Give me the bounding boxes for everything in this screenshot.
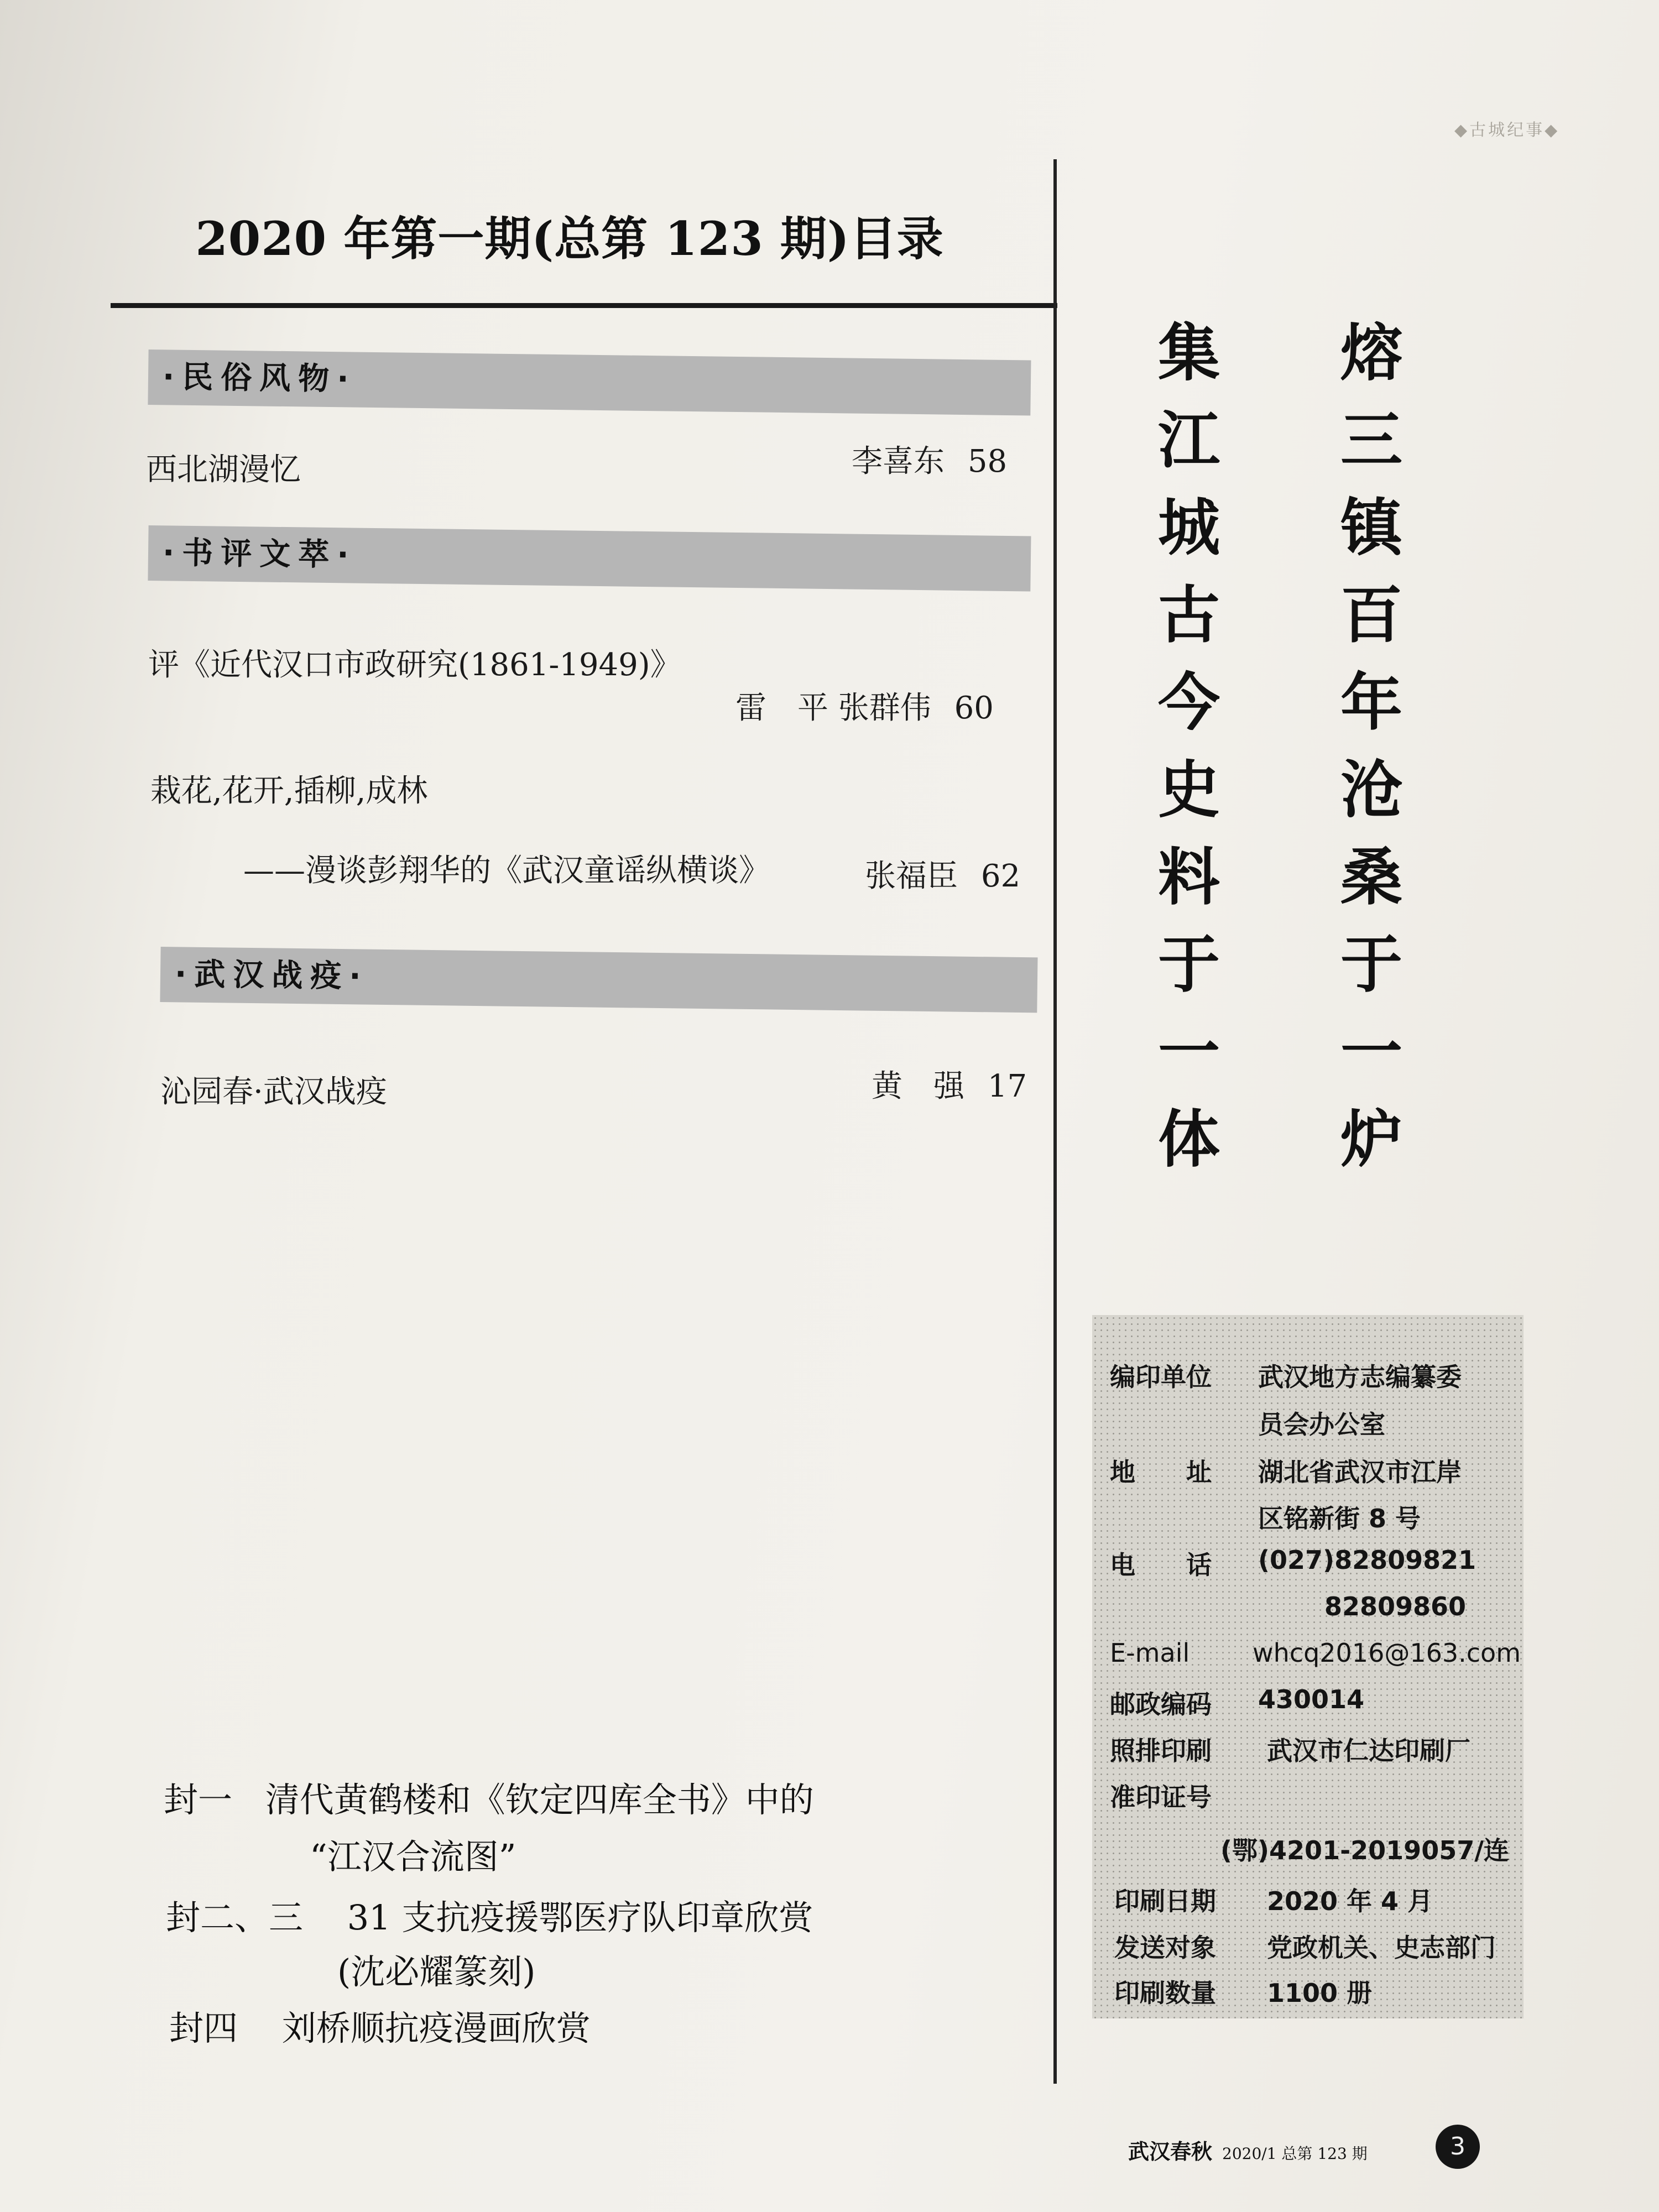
cover-text: 刘桥顺抗疫漫画欣赏 bbox=[281, 2008, 591, 2048]
corner-mark: ◆古城纪事◆ bbox=[1454, 121, 1560, 140]
toc-entry-author bbox=[872, 1062, 1027, 1106]
calligraphy-character: 体 bbox=[1158, 1104, 1220, 1176]
author-name: 张福臣 bbox=[865, 858, 958, 894]
calligraphy-character: 一 bbox=[1158, 1016, 1220, 1088]
calligraphy-character: 城 bbox=[1158, 492, 1220, 564]
section-folk-customs: ·民俗风物· bbox=[148, 349, 1031, 415]
calligraphy-character: 一 bbox=[1340, 1016, 1402, 1088]
cover-label: 封四 bbox=[169, 2008, 238, 2048]
toc-entry-title[interactable]: 西北湖漫忆 bbox=[146, 452, 301, 488]
phone-value: (027)82809821 bbox=[1258, 1545, 1477, 1575]
typeset-label: 照排印刷 bbox=[1110, 1736, 1212, 1766]
page-ref: 58 bbox=[967, 444, 1008, 479]
author-name: 雷 平 张群伟 bbox=[735, 690, 931, 726]
permit-value: (鄂)4201-2019057/连 bbox=[1220, 1835, 1510, 1865]
calligraphy-character: 今 bbox=[1158, 667, 1220, 739]
section-wuhan-epidemic: ·武汉战疫· bbox=[160, 947, 1037, 1013]
calligraphy-character: 江 bbox=[1158, 405, 1220, 477]
cover-text: 清代黄鹤楼和《钦定四库全书》中的 bbox=[265, 1780, 814, 1820]
publication-info-box bbox=[1092, 1315, 1524, 2018]
cover-label: 封一 bbox=[164, 1780, 233, 1820]
phone-value-cont: 82809860 bbox=[1324, 1592, 1467, 1621]
calligraphy-character: 三 bbox=[1340, 405, 1402, 477]
calligraphy-character: 沧 bbox=[1340, 754, 1402, 826]
section-book-reviews: ·书评文萃· bbox=[148, 525, 1031, 591]
calligraphy-character: 炉 bbox=[1340, 1104, 1402, 1176]
address-label: 地 址 bbox=[1110, 1457, 1212, 1487]
email-value: whcq2016@163.com bbox=[1253, 1638, 1521, 1668]
calligraphy-character: 熔 bbox=[1340, 317, 1402, 389]
cover-item-2 bbox=[166, 1890, 813, 1939]
postcode-value: 430014 bbox=[1258, 1684, 1365, 1714]
author-name: 黄 强 bbox=[872, 1068, 964, 1104]
toc-entry-author bbox=[865, 852, 1020, 896]
toc-entry-author bbox=[735, 684, 994, 728]
page-number: 3 bbox=[1436, 2125, 1480, 2169]
address-value: 湖北省武汉市江岸 bbox=[1258, 1457, 1462, 1487]
audience-value: 党政机关、史志部门 bbox=[1267, 1933, 1496, 1963]
address-value-cont: 区铭新街 8 号 bbox=[1258, 1504, 1421, 1533]
calligraphy-column-left bbox=[1123, 310, 1255, 1183]
toc-entry-title[interactable]: 沁园春·武汉战疫 bbox=[160, 1074, 387, 1110]
calligraphy-character: 年 bbox=[1340, 667, 1402, 739]
postcode-label: 邮政编码 bbox=[1110, 1689, 1212, 1719]
permit-label: 准印证号 bbox=[1110, 1782, 1212, 1812]
audience-label: 发送对象 bbox=[1114, 1933, 1216, 1963]
print-date-value: 2020 年 4 月 bbox=[1267, 1886, 1433, 1916]
calligraphy-character: 史 bbox=[1158, 754, 1220, 826]
typeset-value: 武汉市仁达印刷厂 bbox=[1267, 1736, 1470, 1766]
publisher-label: 编印单位 bbox=[1110, 1362, 1212, 1392]
page-ref: 62 bbox=[980, 858, 1021, 894]
cover-item-1 bbox=[164, 1772, 814, 1822]
publisher-value-cont: 员会办公室 bbox=[1258, 1410, 1385, 1439]
journal-name: 武汉春秋 bbox=[1128, 2139, 1213, 2164]
calligraphy-character: 于 bbox=[1340, 929, 1402, 1001]
cover-item-3 bbox=[169, 2001, 591, 2050]
calligraphy-character: 于 bbox=[1158, 929, 1220, 1001]
page-ref: 17 bbox=[987, 1068, 1027, 1104]
author-name: 李喜东 bbox=[852, 444, 945, 479]
cover-item-1-continued: “江汉合流图” bbox=[310, 1837, 517, 1877]
issue-info: 2020/1 总第 123 期 bbox=[1222, 2145, 1368, 2163]
calligraphy-character: 桑 bbox=[1340, 842, 1402, 914]
publisher-value: 武汉地方志编纂委 bbox=[1258, 1362, 1462, 1392]
print-date-label: 印刷日期 bbox=[1114, 1886, 1216, 1916]
email-label: E-mail bbox=[1110, 1638, 1190, 1668]
calligraphy-character: 集 bbox=[1158, 317, 1220, 389]
column-divider bbox=[1053, 159, 1057, 2084]
calligraphy-character: 料 bbox=[1158, 842, 1220, 914]
quantity-value: 1100 册 bbox=[1267, 1978, 1373, 2008]
toc-entry-title[interactable]: 评《近代汉口市政研究(1861-1949)》 bbox=[148, 647, 681, 683]
toc-entry-subtitle: ——漫谈彭翔华的《武汉童谣纵横谈》 bbox=[243, 853, 770, 889]
toc-entry-title[interactable]: 栽花,花开,插柳,成林 bbox=[150, 773, 428, 809]
calligraphy-character: 镇 bbox=[1340, 492, 1402, 564]
phone-label: 电 话 bbox=[1110, 1550, 1212, 1580]
calligraphy-column-right bbox=[1305, 310, 1438, 1183]
cover-label: 封二、三 bbox=[166, 1897, 304, 1938]
page-title: 2020 年第一期(总第 123 期)目录 bbox=[195, 211, 944, 266]
cover-text: 31 支抗疫援鄂医疗队印章欣赏 bbox=[347, 1897, 813, 1938]
cover-item-2-continued: (沈必耀篆刻) bbox=[337, 1952, 536, 1992]
calligraphy-character: 古 bbox=[1158, 580, 1220, 651]
quantity-label: 印刷数量 bbox=[1114, 1978, 1216, 2008]
toc-entry-author bbox=[852, 437, 1007, 481]
calligraphy-character: 百 bbox=[1340, 580, 1402, 651]
page-ref: 60 bbox=[954, 690, 994, 726]
title-divider bbox=[111, 303, 1057, 308]
journal-footer bbox=[1128, 2135, 1368, 2165]
